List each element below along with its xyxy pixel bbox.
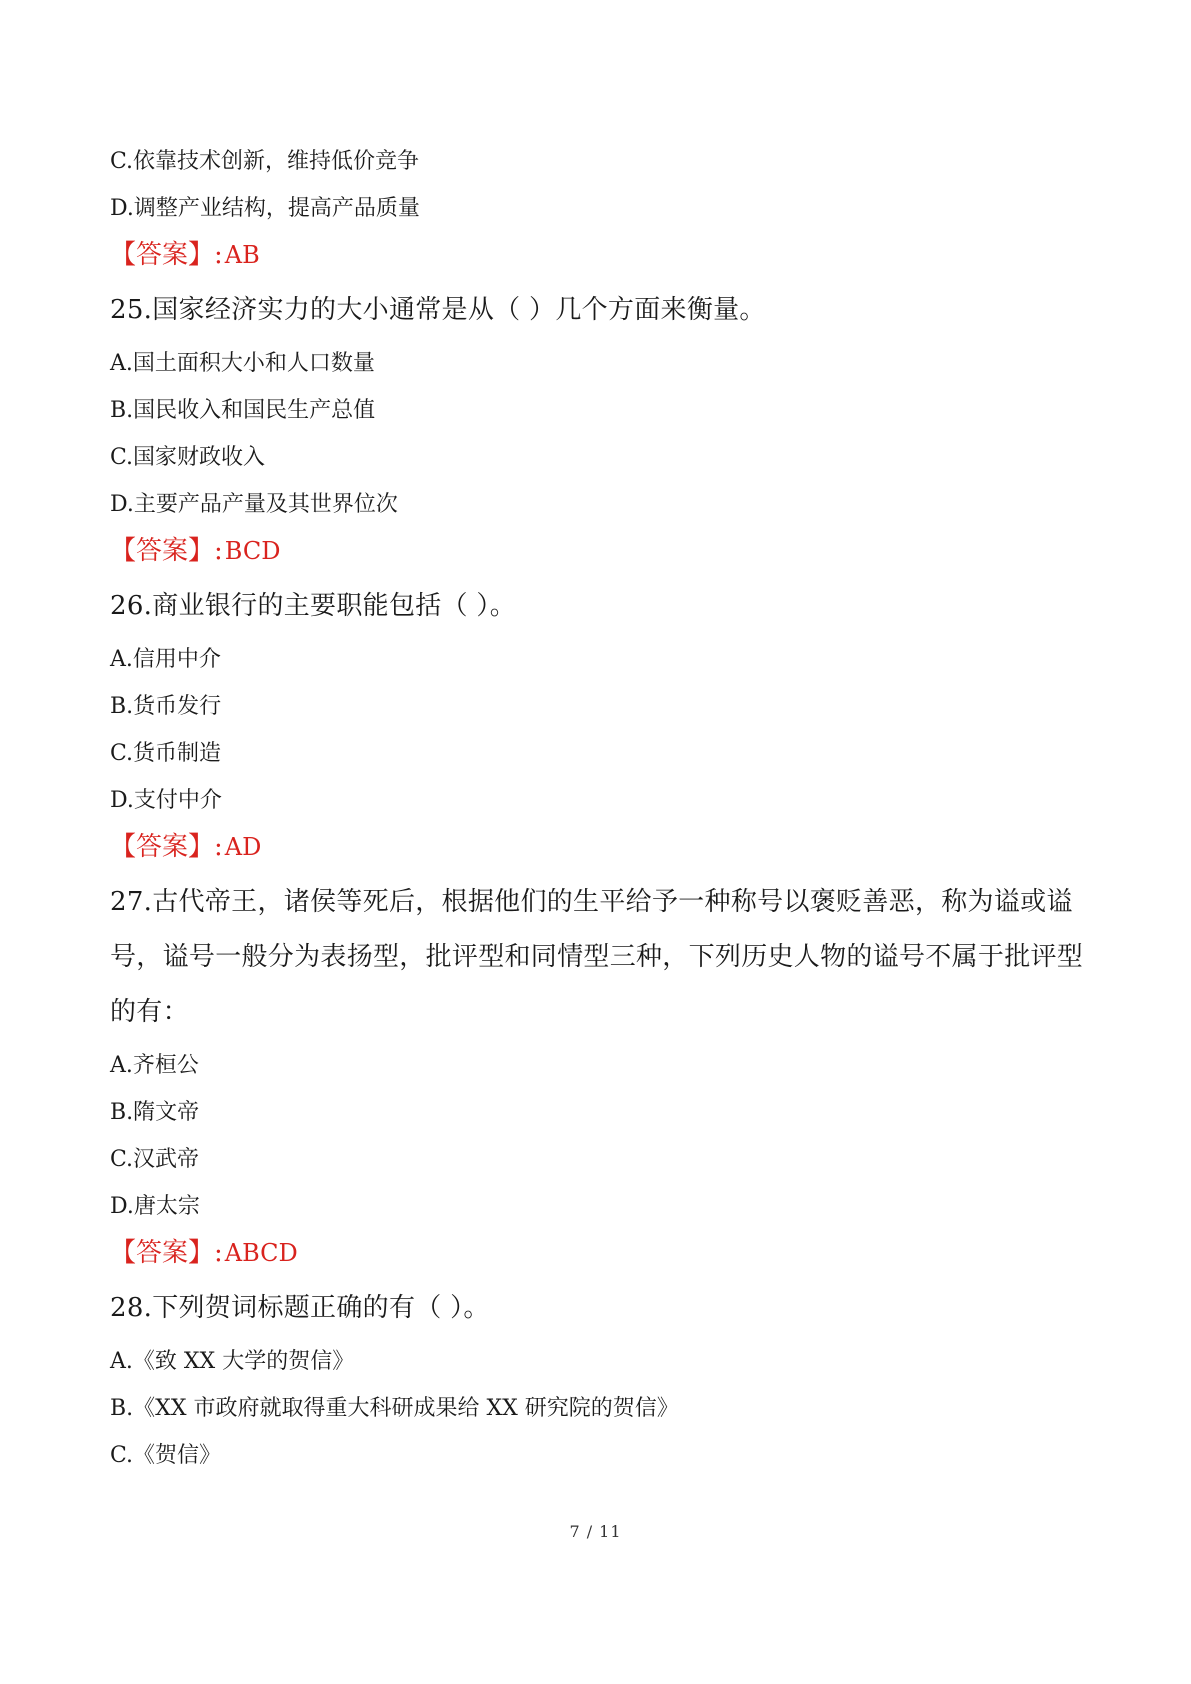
answer-25	[110, 528, 1090, 575]
answer-value: AD	[224, 833, 262, 861]
option-24-c: C.依靠技术创新，维持低价竞争	[110, 149, 420, 174]
question-26: 26.商业银行的主要职能包括（ ）。	[110, 591, 517, 621]
question-27: 27.古代帝王，诸侯等死后，根据他们的生平给予一种称号以褒贬善恶，称为谥或谥号，谥号一般分为表扬型，批评型和同情型三种，下列历史人物的谥号不属于批评型的有：	[110, 887, 1084, 1027]
option-28-b: B.《XX 市政府就取得重大科研成果给 XX 研究院的贺信》	[110, 1396, 679, 1421]
page-content	[110, 138, 1090, 1479]
option-26-b: B.货币发行	[110, 694, 222, 719]
option-25-c: C.国家财政收入	[110, 445, 266, 470]
answer-value: AB	[224, 241, 260, 269]
option-25-a: A.国土面积大小和人口数量	[110, 351, 375, 376]
question-25: 25.国家经济实力的大小通常是从（ ）几个方面来衡量。	[110, 295, 766, 325]
answer-label: 【答案】:	[110, 240, 223, 270]
answer-label: 【答案】:	[110, 536, 223, 566]
option-26-c: C.货币制造	[110, 741, 222, 766]
option-25-b: B.国民收入和国民生产总值	[110, 398, 376, 423]
option-25-d: D.主要产品产量及其世界位次	[110, 492, 398, 517]
option-28-c: C.《贺信》	[110, 1443, 222, 1468]
answer-26	[110, 824, 1090, 871]
answer-24	[110, 232, 1090, 279]
option-24-d: D.调整产业结构，提高产品质量	[110, 196, 420, 221]
answer-label: 【答案】:	[110, 832, 223, 862]
option-27-d: D.唐太宗	[110, 1194, 200, 1219]
option-27-c: C.汉武帝	[110, 1147, 200, 1172]
answer-value: ABCD	[224, 1239, 298, 1267]
answer-value: BCD	[224, 537, 281, 565]
option-26-d: D.支付中介	[110, 788, 222, 813]
page-number: 7 / 11	[569, 1522, 622, 1541]
option-27-a: A.齐桓公	[110, 1053, 199, 1078]
answer-27	[110, 1230, 1090, 1277]
question-28: 28.下列贺词标题正确的有（ ）。	[110, 1293, 490, 1323]
answer-label: 【答案】:	[110, 1238, 223, 1268]
option-26-a: A.信用中介	[110, 647, 221, 672]
option-27-b: B.隋文帝	[110, 1100, 200, 1125]
option-28-a: A.《致 XX 大学的贺信》	[110, 1349, 355, 1374]
